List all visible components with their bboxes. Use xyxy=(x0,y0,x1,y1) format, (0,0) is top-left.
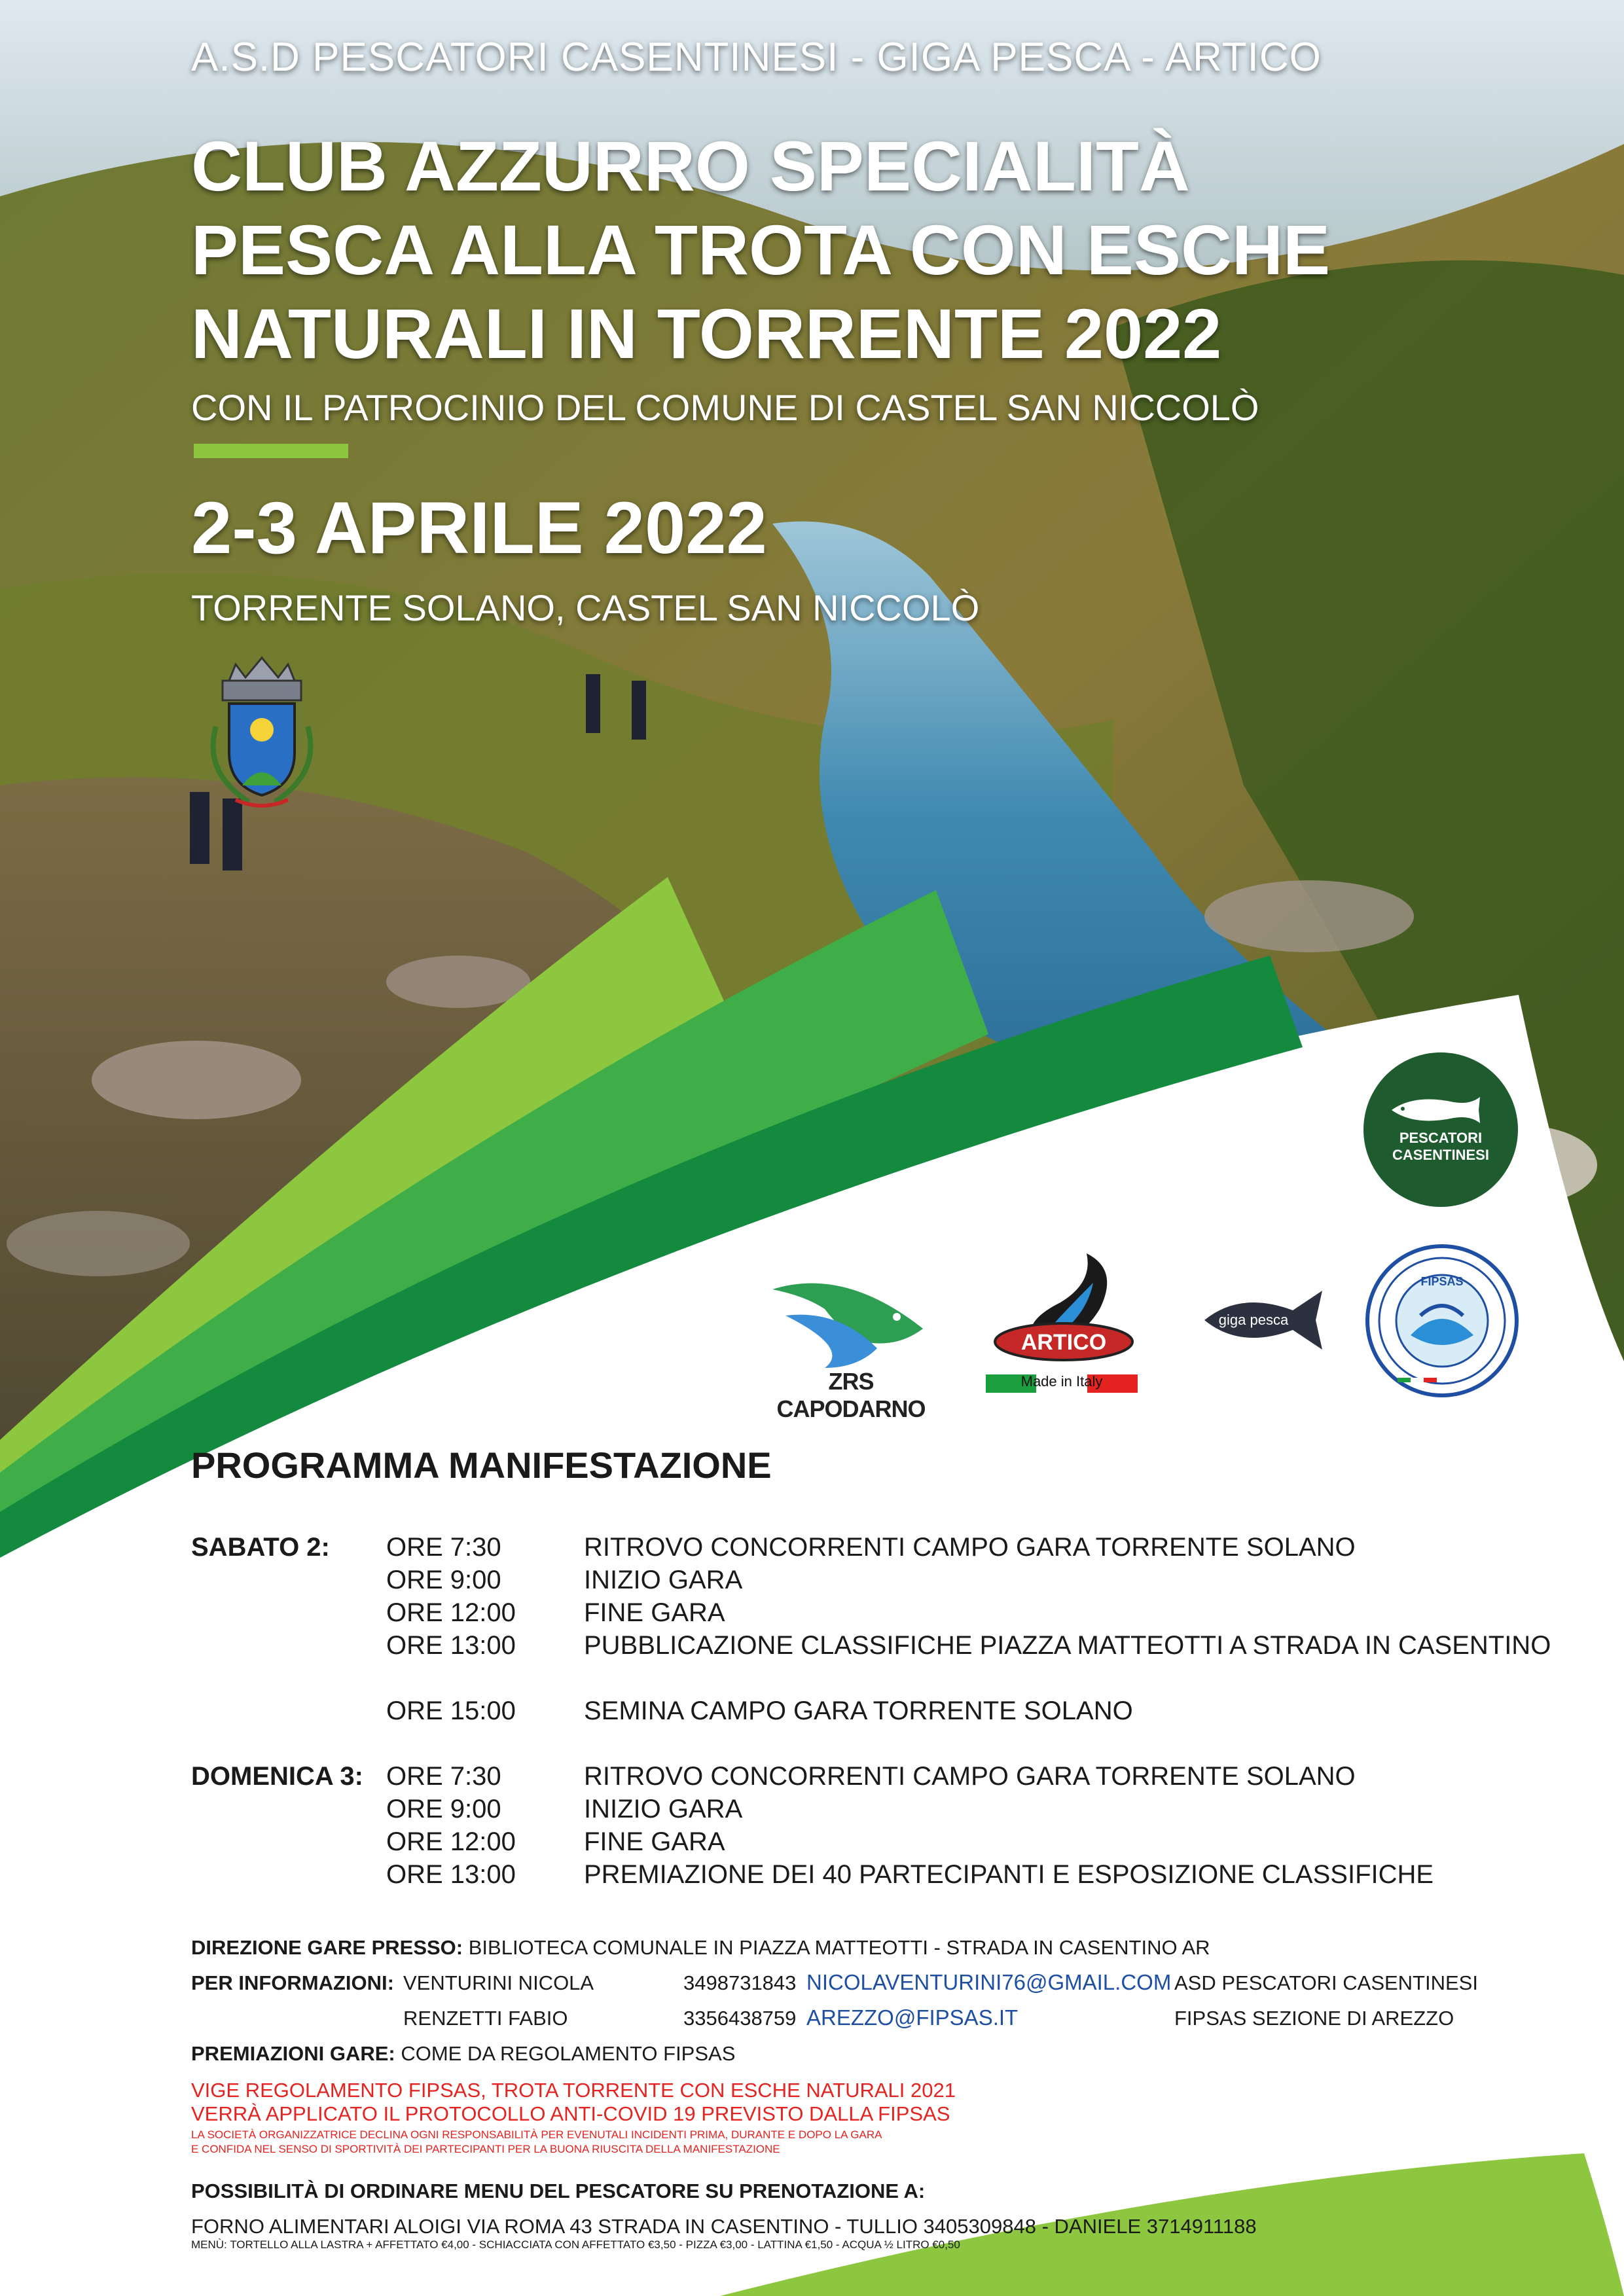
organizers-line: A.S.D PESCATORI CASENTINESI - GIGA PESCA - ARTICO xyxy=(191,35,1322,80)
schedule-activity: RITROVO CONCORRENTI CAMPO GARA TORRENTE SOLANO xyxy=(584,1533,1356,1562)
title-line-3: NATURALI IN TORRENTE 2022 xyxy=(191,294,1222,373)
artico-logo xyxy=(982,1244,1146,1394)
contact-name: RENZETTI FABIO xyxy=(403,2007,568,2030)
fipsas-logo-text: FIPSAS xyxy=(1420,1275,1464,1288)
contact-email-link[interactable]: NICOLAVENTURINI76@GMAIL.COM xyxy=(806,1970,1172,1994)
disclaimer-line-1: LA SOCIETÀ ORGANIZZATRICE DECLINA OGNI RESPONSABILITÀ PER EVENUTALI INCIDENTI PRIMA, DURANTE E DOPO LA GARA xyxy=(191,2128,882,2141)
artico-tagline: Made in Italy xyxy=(1020,1373,1103,1390)
schedule-activity: INIZIO GARA xyxy=(584,1795,743,1823)
event-location: TORRENTE SOLANO, CASTEL SAN NICCOLÒ xyxy=(191,587,980,628)
direction-line xyxy=(191,1936,1210,1960)
schedule-activity: PREMIAZIONE DEI 40 PARTECIPANTI E ESPOSIZIONE CLASSIFICHE xyxy=(584,1860,1434,1889)
awards-value: COME DA REGOLAMENTO FIPSAS xyxy=(401,2042,736,2065)
schedule-time: ORE 9:00 xyxy=(386,1795,501,1823)
zrs-logo-text: ZRS CAPODARNO xyxy=(776,1368,926,1422)
contacts-label: PER INFORMAZIONI: xyxy=(191,1971,394,1994)
contact-org: FIPSAS SEZIONE DI AREZZO xyxy=(1174,2007,1454,2030)
sunday-label: DOMENICA 3: xyxy=(191,1762,363,1791)
title-line-2: PESCA ALLA TROTA CON ESCHE xyxy=(191,210,1331,289)
contact-name: VENTURINI NICOLA xyxy=(403,1971,594,1994)
green-divider xyxy=(194,444,348,458)
schedule-time: ORE 7:30 xyxy=(386,1533,501,1562)
schedule-time: ORE 9:00 xyxy=(386,1566,501,1594)
trout-icon xyxy=(1388,1090,1493,1130)
awards-label: PREMIAZIONI GARE: xyxy=(191,2042,395,2065)
schedule-activity: RITROVO CONCORRENTI CAMPO GARA TORRENTE SOLANO xyxy=(584,1762,1356,1791)
schedule-time: ORE 12:00 xyxy=(386,1598,516,1627)
pescatori-casentinesi-logo xyxy=(1363,1052,1518,1207)
schedule-time: ORE 13:00 xyxy=(386,1860,516,1889)
contact-phone: 3356438759 xyxy=(683,2007,797,2030)
artico-logo-text: ARTICO xyxy=(1020,1330,1107,1355)
coat-of-arms-icon xyxy=(196,655,327,808)
schedule-activity: FINE GARA xyxy=(584,1827,725,1856)
contact-email-link[interactable]: AREZZO@FIPSAS.IT xyxy=(806,2005,1019,2030)
patronage-line: CON IL PATROCINIO DEL COMUNE DI CASTEL SAN NICCOLÒ xyxy=(191,387,1259,428)
fipsas-logo xyxy=(1365,1244,1519,1398)
giga-pesca-logo xyxy=(1201,1284,1326,1356)
schedule-activity: INIZIO GARA xyxy=(584,1566,743,1594)
direction-value: BIBLIOTECA COMUNALE IN PIAZZA MATTEOTTI - STRADA IN CASENTINO AR xyxy=(468,1936,1210,1959)
schedule-activity: FINE GARA xyxy=(584,1598,725,1627)
schedule-time: ORE 13:00 xyxy=(386,1631,516,1660)
giga-logo-text: giga pesca xyxy=(1218,1312,1289,1328)
saturday-label: SABATO 2: xyxy=(191,1533,330,1562)
direction-label: DIREZIONE GARE PRESSO: xyxy=(191,1936,463,1959)
title-line-1: CLUB AZZURRO SPECIALITÀ xyxy=(191,126,1190,206)
contact-phone: 3498731843 xyxy=(683,1971,797,1994)
menu-items: MENÙ: TORTELLO ALLA LASTRA + AFFETTATO €4,00 - SCHIACCIATA CON AFFETTATO €3,50 - PIZZA €3,00 - LATTINA €1,50 - ACQUA ½ LITRO €0,50 xyxy=(191,2238,960,2251)
schedule-time: ORE 12:00 xyxy=(386,1827,516,1856)
schedule-time: ORE 7:30 xyxy=(386,1762,501,1791)
schedule-time: ORE 15:00 xyxy=(386,1696,516,1725)
schedule-activity: PUBBLICAZIONE CLASSIFICHE PIAZZA MATTEOTTI A STRADA IN CASENTINO xyxy=(584,1631,1551,1660)
pescatori-logo-text: PESCATORI CASENTINESI xyxy=(1392,1130,1489,1163)
rule-covid: VERRÀ APPLICATO IL PROTOCOLLO ANTI-COVID 19 PREVISTO DALLA FIPSAS xyxy=(191,2102,950,2125)
disclaimer-line-2: E CONFIDA NEL SENSO DI SPORTIVITÀ DEI PARTECIPANTI PER LA BUONA RIUSCITA DELLA MANIFESTAZIONE xyxy=(191,2143,780,2155)
menu-title: POSSIBILITÀ DI ORDINARE MENU DEL PESCATORE SU PRENOTAZIONE A: xyxy=(191,2179,926,2202)
event-title xyxy=(191,124,1435,376)
contact-org: ASD PESCATORI CASENTINESI xyxy=(1174,1971,1478,1994)
event-date: 2-3 APRILE 2022 xyxy=(191,487,767,569)
rule-regulation: VIGE REGOLAMENTO FIPSAS, TROTA TORRENTE CON ESCHE NATURALI 2021 xyxy=(191,2079,956,2102)
awards-line xyxy=(191,2042,735,2066)
program-title: PROGRAMMA MANIFESTAZIONE xyxy=(191,1444,772,1486)
menu-place: FORNO ALIMENTARI ALOIGI VIA ROMA 43 STRADA IN CASENTINO - TULLIO 3405309848 - DANIELE 3714911188 xyxy=(191,2215,1257,2238)
schedule-activity: SEMINA CAMPO GARA TORRENTE SOLANO xyxy=(584,1696,1133,1725)
